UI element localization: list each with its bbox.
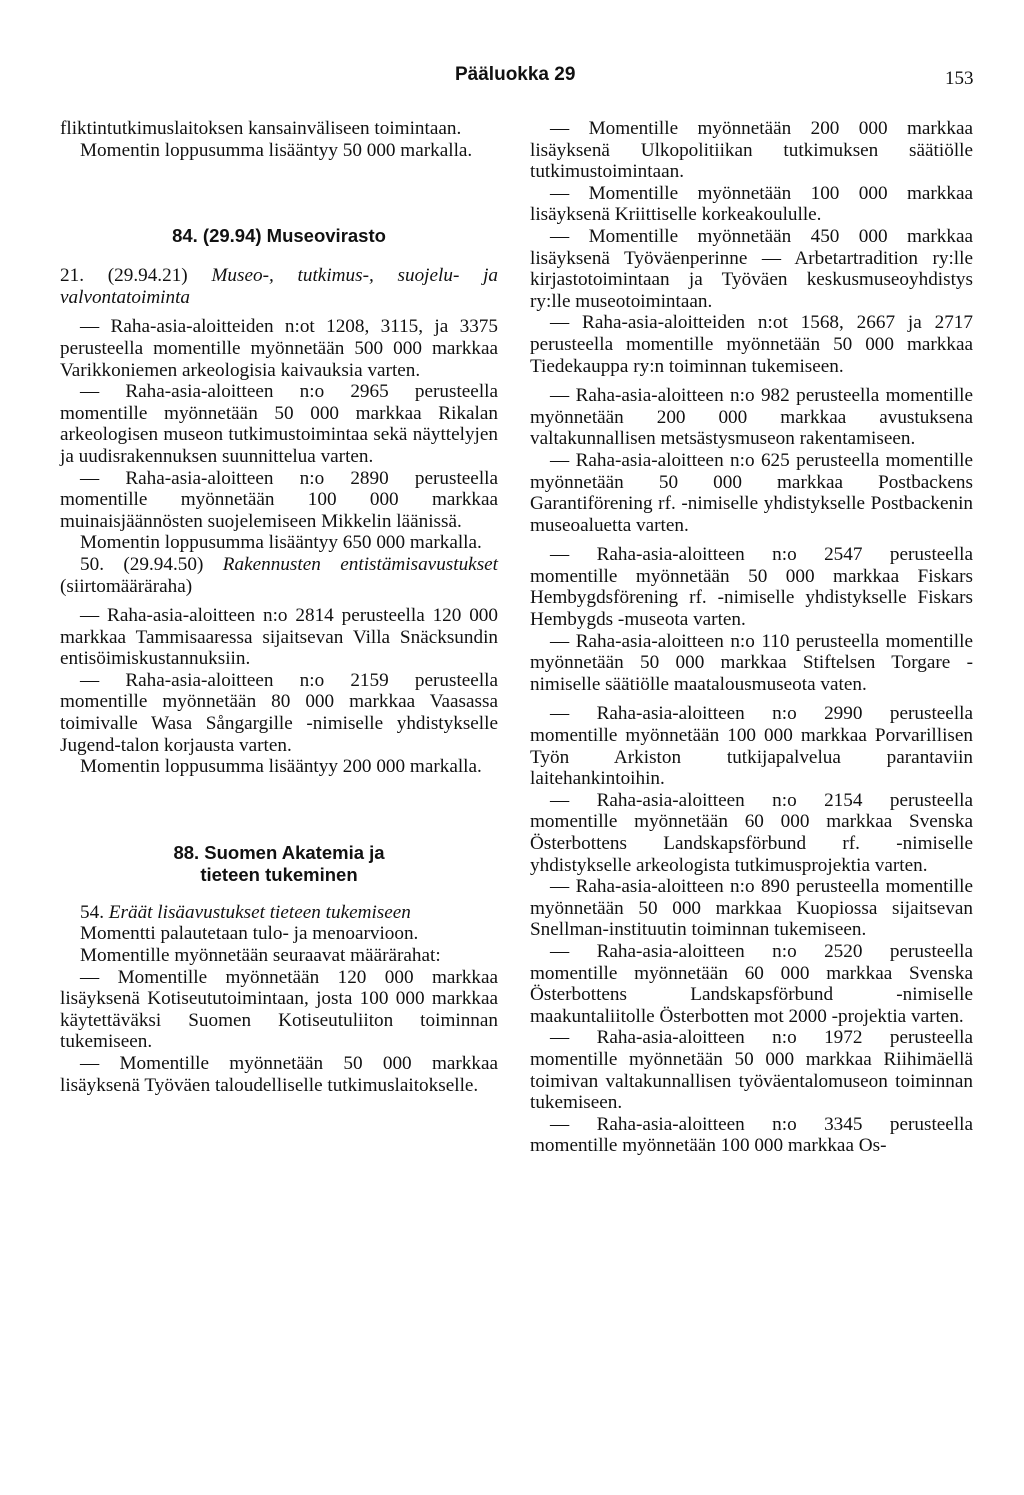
- spacer: [60, 247, 498, 265]
- spacer: [530, 695, 973, 703]
- paragraph: fliktintutkimuslaitoksen kansainväliseen toimintaan.: [60, 118, 462, 139]
- paragraph: Momentin loppusumma lisääntyy 200 000 markalla.: [80, 756, 482, 778]
- paragraph: — Raha-asia-aloitteen n:o 2890 perusteella momentille myönnetään 100 000 markkaa muinaisjäännösten suojelemiseen Mikkelin läänissä.: [60, 467, 498, 532]
- paragraph: Momentin loppusumma lisääntyy 50 000 markalla.: [80, 139, 473, 161]
- right-column: [530, 118, 973, 1157]
- moment-title: Eräät lisäavustukset tieteen tukemiseen: [108, 901, 411, 923]
- page-header: [0, 64, 1024, 94]
- paragraph: — Raha-asia-aloitteen n:o 2990 perusteella momentille myönnetään 100 000 markkaa Porvarillisen Työn Arkiston tutkijapalvelua parantaviin laitehankintoihin.: [530, 703, 973, 790]
- moment-number: 21. (29.94.21): [60, 265, 188, 287]
- paragraph: — Momentille myönnetään 200 000 markkaa lisäyksenä Ulkopolitiikan tutkimuksen säätiölle tutkimustoimintaan.: [530, 118, 973, 183]
- paragraph: — Momentille myönnetään 100 000 markkaa lisäyksenä Kriittiselle korkeakoululle.: [530, 182, 973, 226]
- running-header-title: Pääluokka 29: [455, 64, 576, 85]
- moment-heading-54: [60, 902, 498, 924]
- paragraph: — Raha-asia-aloitteen n:o 625 perusteella momentille myönnetään 50 000 markkaa Postbackens Garantiförening rf. -nimiselle yhdistykselle Postbackenin museoaluetta varten.: [530, 449, 973, 536]
- paragraph: — Raha-asia-aloitteen n:o 2520 perusteella momentille myönnetään 60 000 markkaa Svenska Österbottens Landskapsförbund -nimiselle maakuntaliitolle Österbotten mot 2000 -projektia varten.: [530, 940, 973, 1027]
- page-number: 153: [945, 68, 974, 89]
- section-heading-88: [60, 842, 498, 886]
- spacer: [60, 886, 498, 902]
- spacer: [530, 536, 973, 544]
- moment-number: 50. (29.94.50): [80, 553, 204, 575]
- paragraph: — Raha-asia-aloitteen n:o 3345 perusteella momentille myönnetään 100 000 markkaa Os-: [530, 1113, 973, 1157]
- moment-title: Museo-, tutkimus-, suojelu- ja valvontatoiminta: [60, 265, 499, 308]
- paragraph: — Raha-asia-aloitteiden n:ot 1208, 3115, ja 3375 perusteella momentille myönnetään 500 000 markkaa Varikkoniemen arkeologisia kaivauksia varten.: [60, 316, 498, 381]
- left-column: [60, 118, 498, 1096]
- paragraph: — Raha-asia-aloitteen n:o 2814 perusteella 120 000 markkaa Tammisaaressa sijaitsevan Villa Snäcksundin entisöimiskustannuksiin.: [60, 605, 498, 670]
- paragraph: — Raha-asia-aloitteen n:o 2547 perusteella momentille myönnetään 50 000 markkaa Fiskars Hembygdsförening rf. -nimiselle yhdistykselle Fiskars Hembygds -museota varten.: [530, 544, 973, 631]
- paragraph: — Momentille myönnetään 120 000 markkaa lisäyksenä Kotiseututoimintaan, josta 100 000 markkaa käytettäväksi Suomen Kotiseutuliiton toiminnan tukemiseen.: [60, 966, 498, 1053]
- paragraph: — Raha-asia-aloitteen n:o 2154 perusteella momentille myönnetään 60 000 markkaa Svenska Österbottens Landskapsförbund rf. -nimiselle yhdistykselle arkeologista tutkimusprojektia varten.: [530, 789, 973, 876]
- spacer: [60, 161, 498, 225]
- paragraph: — Raha-asia-aloitteen n:o 2965 perusteella momentille myönnetään 50 000 markkaa Rikalan arkeologisen museon tutkimustoimintaa sekä näyttelyjen ja uudisrakennuksen suunnittelua varten.: [60, 381, 498, 467]
- paragraph: Momentti palautetaan tulo- ja menoarvioon.: [80, 923, 419, 945]
- paragraph: Momentille myönnetään seuraavat määrärahat:: [80, 945, 441, 967]
- spacer: [60, 597, 498, 605]
- moment-number: 54.: [80, 901, 104, 923]
- spacer: [60, 778, 498, 842]
- heading-line: 88. Suomen Akatemia ja: [173, 841, 385, 863]
- moment-heading-21: [60, 265, 498, 308]
- paragraph: — Raha-asia-aloitteen n:o 110 perusteella momentille myönnetään 50 000 markkaa Stiftelsen Torgare -nimiselle säätiölle maatalousmuseota vaten.: [530, 630, 973, 695]
- paragraph: — Raha-asia-aloitteen n:o 982 perusteella momentille myönnetään 200 000 markkaa avustuksena valtakunnallisen metsästysmuseon rakentamiseen.: [530, 385, 973, 450]
- paragraph: — Raha-asia-aloitteen n:o 1972 perusteella momentille myönnetään 50 000 markkaa Riihimäellä toimivan valtakunnallisen työväentalomuseon toiminnan tukemiseen.: [530, 1027, 973, 1114]
- paragraph: — Raha-asia-aloitteiden n:ot 1568, 2667 ja 2717 perusteella momentille myönnetään 50 000 markkaa Tiedekauppa ry:n toiminnan tukemiseen.: [530, 312, 973, 377]
- paragraph: — Raha-asia-aloitteen n:o 2159 perusteella momentille myönnetään 80 000 markkaa Vaasassa toimivalle Wasa Sångargille -nimiselle yhdistykselle Jugend-talon korjausta varten.: [60, 669, 498, 756]
- moment-title: Rakennusten entistämisavustukset: [222, 553, 499, 575]
- section-heading-84: 84. (29.94) Museovirasto: [172, 225, 386, 247]
- moment-type: (siirtomääräraha): [60, 575, 193, 597]
- spacer: [530, 377, 973, 385]
- paragraph: — Raha-asia-aloitteen n:o 890 perusteella momentille myönnetään 50 000 markkaa Kuopiossa sijaitsevan Snellman-instituutin toiminnan tukemiseen.: [530, 876, 973, 941]
- spacer: [60, 308, 498, 316]
- heading-line: tieteen tukeminen: [200, 863, 358, 885]
- paragraph: — Momentille myönnetään 50 000 markkaa lisäyksenä Työväen taloudelliselle tutkimuslaitokselle.: [60, 1053, 498, 1096]
- paragraph: — Momentille myönnetään 450 000 markkaa lisäyksenä Työväenperinne — Arbetartradition ry:lle kirjastotoimintaan ja Työväen keskusmuseoyhdistys ry:lle museotoimintaan.: [530, 225, 973, 312]
- moment-heading-50: [60, 554, 498, 597]
- paragraph: Momentin loppusumma lisääntyy 650 000 markalla.: [80, 532, 482, 554]
